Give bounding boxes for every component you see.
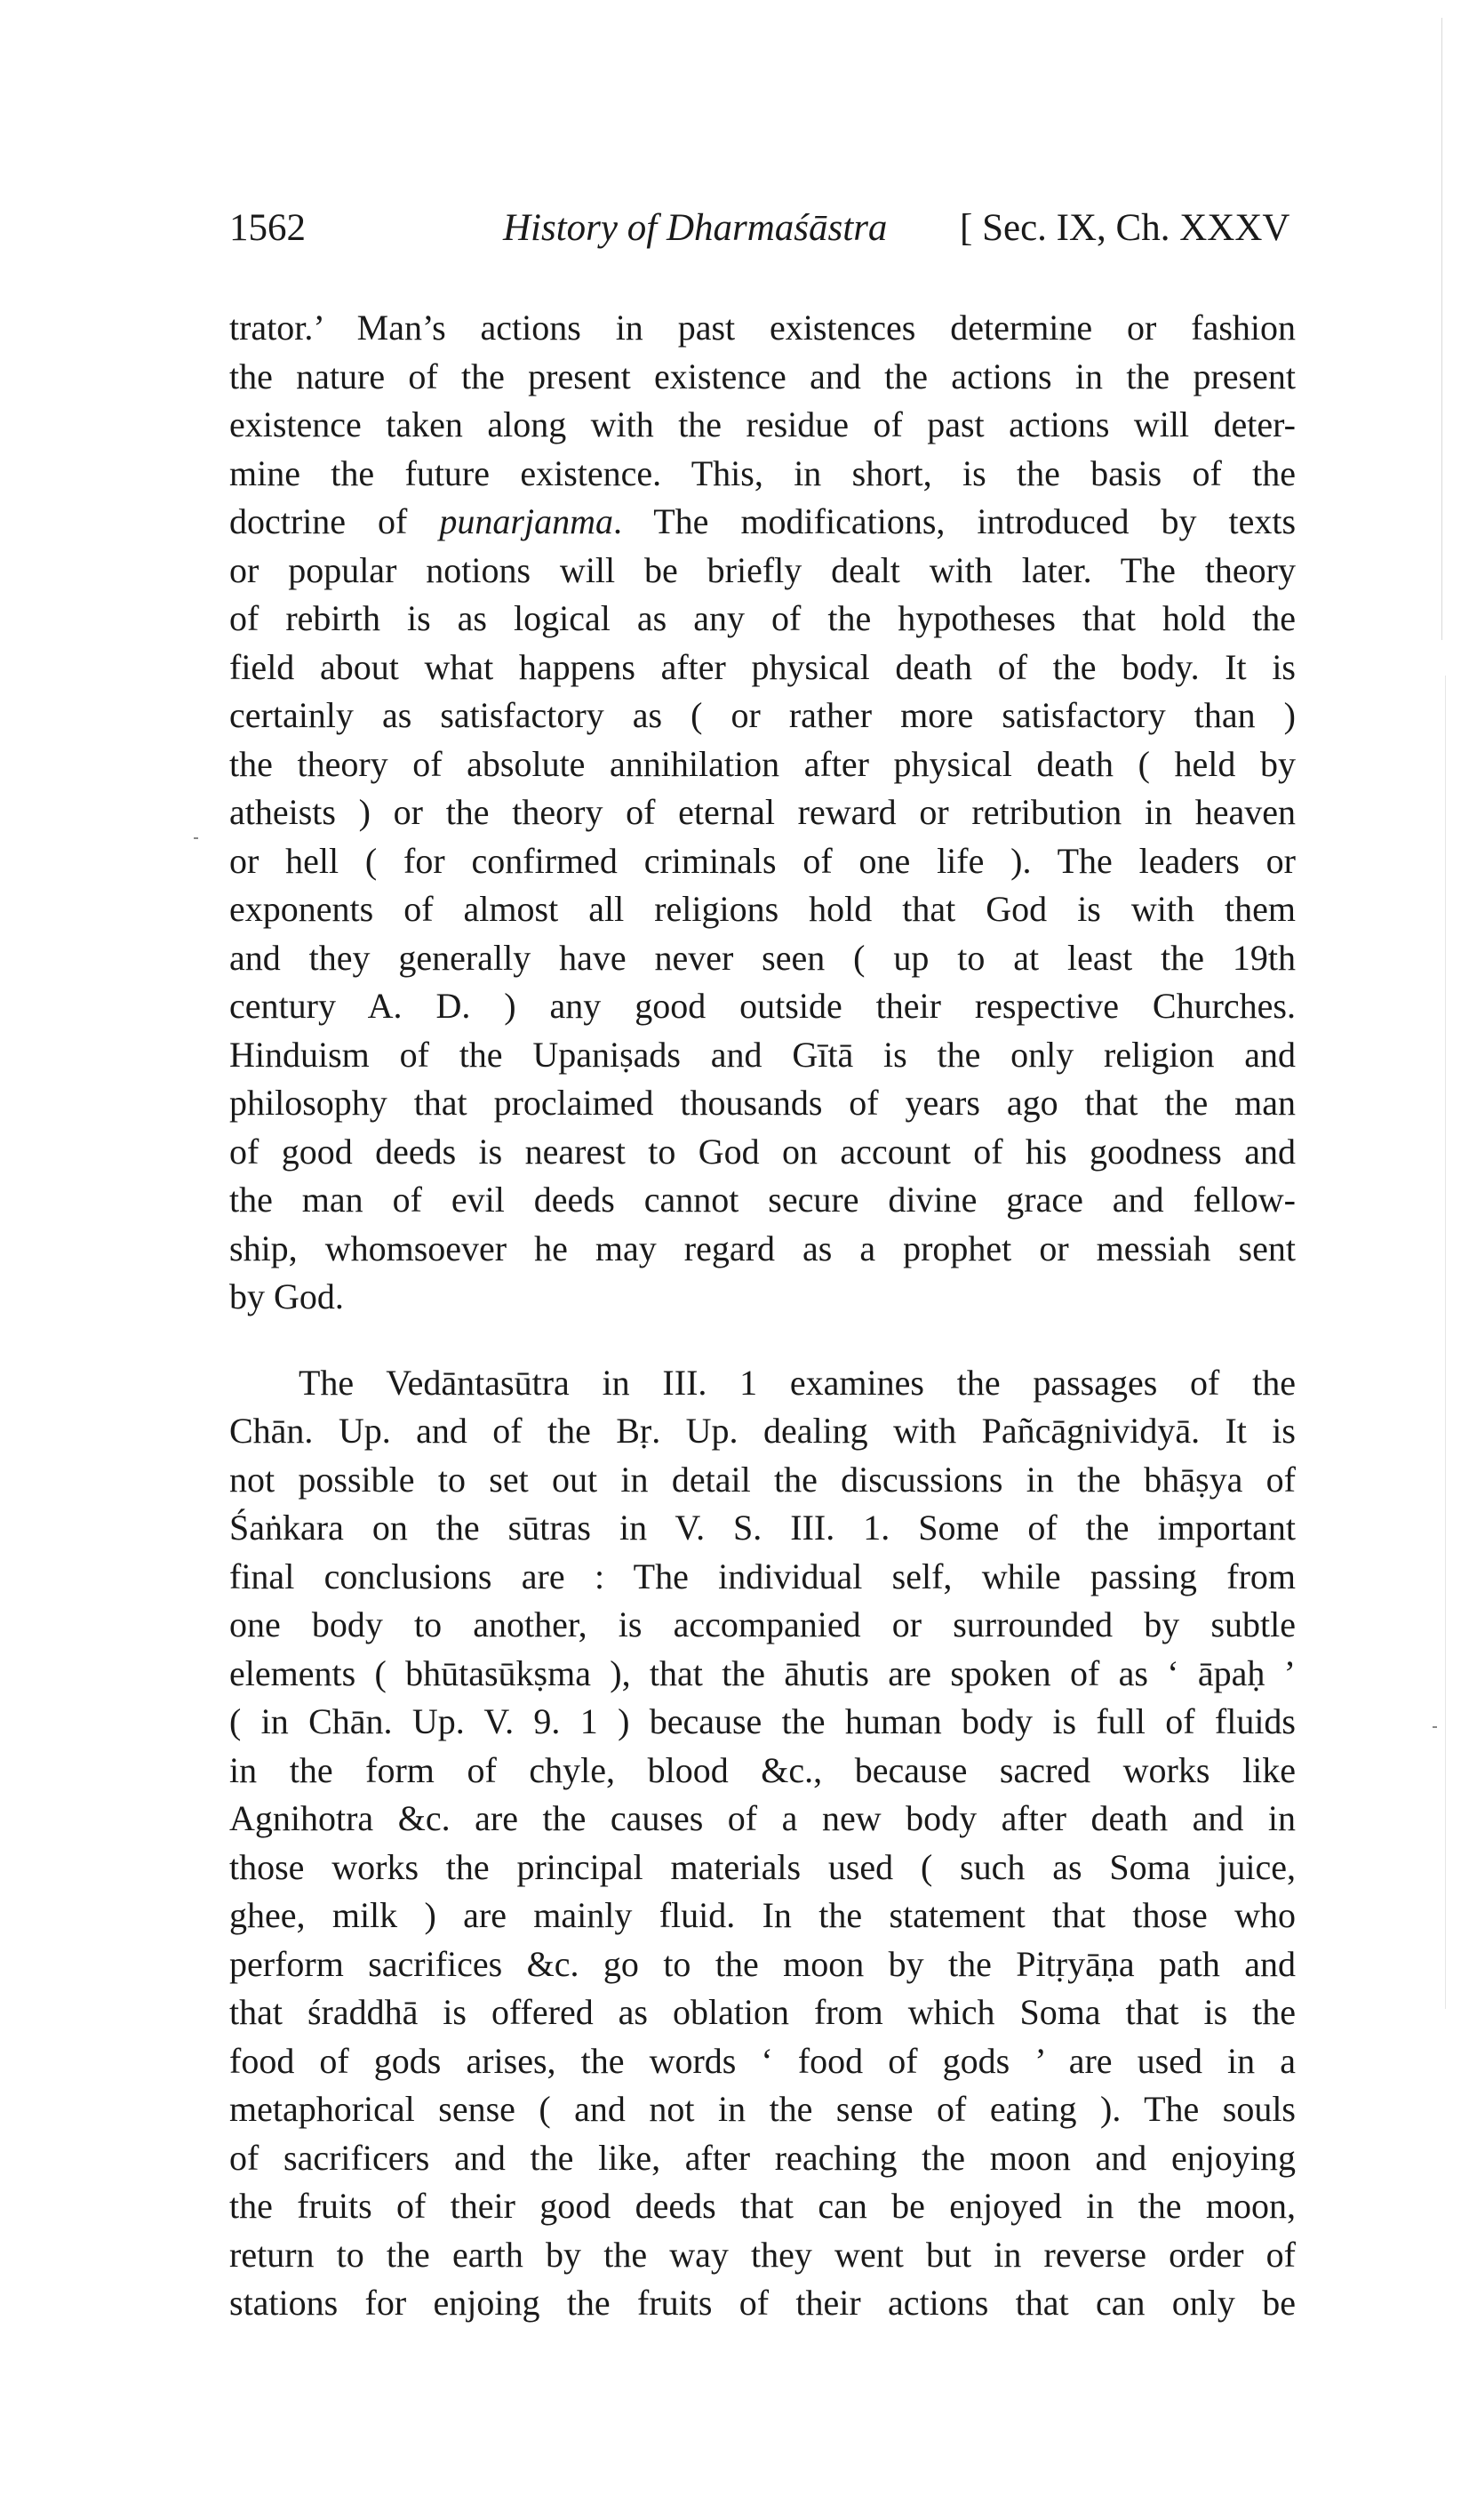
text-line: metaphorical sense ( and not in the sense of eating ). The souls [229, 2089, 1296, 2129]
text-line: exponents of almost all religions hold that God is with them [229, 889, 1296, 929]
scan-speck [1433, 1726, 1437, 1728]
text-line: Agnihotra &c. are the causes of a new body after death and in [229, 1798, 1296, 1838]
text-line: century A. D. ) any good outside their respective Churches. [229, 986, 1296, 1026]
text-line: of rebirth is as logical as any of the hypotheses that hold the [229, 598, 1296, 638]
paragraph-1 [229, 304, 1296, 1322]
text-line: atheists ) or the theory of eternal reward or retribution in heaven [229, 792, 1296, 832]
text-line: or popular notions will be briefly dealt with later. The theory [229, 549, 1296, 590]
text-line: existence taken along with the residue of past actions will deter- [229, 404, 1296, 444]
text-line: final conclusions are : The individual self, while passing from [229, 1556, 1296, 1596]
text-line: ghee, milk ) are mainly fluid. In the statement that those who [229, 1895, 1296, 1935]
text-line: Hinduism of the Upaniṣads and Gītā is the only religion and [229, 1034, 1296, 1075]
text-line: field about what happens after physical death of the body. It is [229, 646, 1296, 687]
text-line: the fruits of their good deeds that can be enjoyed in the moon, [229, 2186, 1296, 2226]
text-line: mine the future existence. This, in short, is the basis of the [229, 452, 1296, 493]
text-line: food of gods arises, the words ‘ food of gods ’ are used in a [229, 2040, 1296, 2081]
text-line: Śaṅkara on the sūtras in V. S. III. 1. Some of the important [229, 1508, 1296, 1548]
paragraph-2 [229, 1359, 1296, 2328]
text-line: the nature of the present existence and the actions in the present [229, 356, 1296, 396]
text-line: certainly as satisfactory as ( or rather more satisfactory than ) [229, 695, 1296, 735]
text-line: ship, whomsoever he may regard as a prophet or messiah sent [229, 1228, 1296, 1268]
scan-edge-line [1441, 18, 1442, 640]
section-reference: [ Sec. IX, Ch. XXXV [960, 207, 1290, 249]
text-line: in the form of chyle, blood &c., because sacred works like [229, 1749, 1296, 1790]
scan-edge-line-lower [1445, 676, 1446, 2009]
text-line: stations for enjoing the fruits of their actions that can only be [229, 2283, 1296, 2323]
text-line: elements ( bhūtasūkṣma ), that the āhutis are spoken of as ‘ āpaḥ ’ [229, 1652, 1296, 1693]
running-title: History of Dharmaśāstra [503, 207, 888, 249]
text-line: doctrine of punarjanma. The modifications, introduced by texts [229, 501, 1297, 541]
text-line: by God. [229, 1276, 344, 1316]
text-line: not possible to set out in detail the discussions in the bhāṣya of [229, 1459, 1296, 1500]
text-line: philosophy that proclaimed thousands of years ago that the man [229, 1083, 1296, 1123]
text-line: the man of evil deeds cannot secure divine grace and fellow- [229, 1180, 1296, 1220]
body-text [229, 304, 1296, 2328]
italic-term: punarjanma [439, 501, 613, 541]
running-header [229, 206, 1296, 260]
text-line: one body to another, is accompanied or surrounded by subtle [229, 1604, 1296, 1644]
text-line: trator.’ Man’s actions in past existences determine or fashion [229, 308, 1296, 348]
text-line: ( in Chān. Up. V. 9. 1 ) because the human body is full of fluids [229, 1701, 1296, 1741]
text-line: of good deeds is nearest to God on account of his goodness and [229, 1131, 1296, 1172]
page-number: 1562 [229, 207, 306, 249]
text-line: that śraddhā is offered as oblation from which Soma that is the [229, 1992, 1296, 2032]
text-line: perform sacrifices &c. go to the moon by the Pitṛyāṇa path and [229, 1943, 1296, 1984]
text-line: The Vedāntasūtra in III. 1 examines the passages of the [299, 1362, 1296, 1403]
text-line: those works the principal materials used ( such as Soma juice, [229, 1846, 1296, 1887]
text-line: of sacrificers and the like, after reaching the moon and enjoying [229, 2137, 1296, 2178]
text-line: Chān. Up. and of the Bṛ. Up. dealing with Pañcāgnividyā. It is [229, 1411, 1296, 1451]
text-line: and they generally have never seen ( up to at least the 19th [229, 937, 1296, 978]
scan-speck [194, 837, 198, 839]
paragraph-gap [229, 1322, 1296, 1359]
text-line: return to the earth by the way they went but in reverse order of [229, 2234, 1296, 2275]
text-line: the theory of absolute annihilation after physical death ( held by [229, 743, 1296, 784]
text-line: or hell ( for confirmed criminals of one life ). The leaders or [229, 840, 1296, 881]
